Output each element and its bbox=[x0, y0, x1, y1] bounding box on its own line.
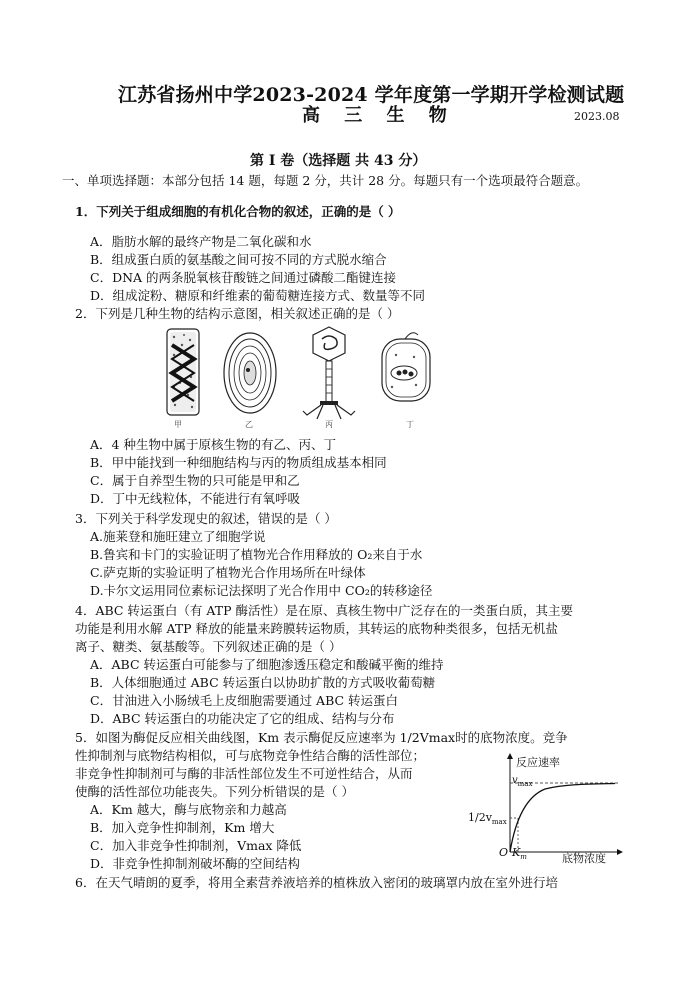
graph-half-vmax-label: $1/2v_{max}$ bbox=[468, 811, 507, 827]
graph-ylabel: 反应速率 bbox=[516, 756, 560, 769]
rate-curve bbox=[510, 784, 615, 853]
q5-stem-line-1: 5．如图为酶促反应相关曲线图，Km 表示酶促反应速率为 1/2Vmax时的底物浓度。竞争 bbox=[75, 730, 568, 745]
q1-stem: 1．下列关于组成细胞的有机化合物的叙述，正确的是（ ） bbox=[75, 204, 401, 219]
figure-label-ding: 丁 bbox=[406, 420, 414, 429]
q4-stem-line-1: 4．ABC 转运蛋白（有 ATP 酶活性）是在原、真核生物中广泛存在的一类蛋白质，其主要 bbox=[75, 603, 573, 618]
graph-vmax-label: $v_{max}$ bbox=[512, 775, 533, 788]
q4-option-a: A．ABC 转运蛋白可能参与了细胞渗透压稳定和酸碱平衡的维持 bbox=[90, 657, 444, 672]
q2-option-c: C．属于自养型生物的只可能是甲和乙 bbox=[90, 473, 300, 488]
q4-option-d: D．ABC 转运蛋白的功能决定了它的组成、结构与分布 bbox=[90, 711, 395, 726]
q1-option-a: A．脂肪水解的最终产物是二氧化碳和水 bbox=[90, 234, 312, 249]
exam-date: 2023.08 bbox=[574, 110, 620, 123]
q1-option-d: D．组成淀粉、糖原和纤维素的葡萄糖连接方式、数量等不同 bbox=[90, 288, 426, 303]
exam-title: 江苏省扬州中学2023-2024 学年度第一学期开学检测试题 bbox=[118, 84, 625, 106]
q5-stem-line-4: 使酶的活性部位功能丧失。下列分析错误的是（ ） bbox=[75, 784, 354, 799]
q1-option-b: B．组成蛋白质的氨基酸之间可按不同的方式脱水缩合 bbox=[90, 252, 387, 267]
q5-option-c: C．加入非竞争性抑制剂，Vmax 降低 bbox=[90, 838, 302, 853]
figure-yi-round-cell bbox=[224, 333, 276, 413]
q3-option-b: B.鲁宾和卡门的实验证明了植物光合作用释放的 O₂来自于水 bbox=[90, 547, 423, 562]
q3-option-a: A.施莱登和施旺建立了细胞学说 bbox=[90, 529, 266, 544]
figure-label-jia: 甲 bbox=[174, 420, 182, 429]
q6-stem: 6．在天气晴朗的夏季，将用全素营养液培养的植株放入密闭的玻璃罩内放在室外进行培 bbox=[75, 875, 558, 890]
q3-stem: 3．下列关于科学发现史的叙述，错误的是（ ） bbox=[75, 511, 337, 526]
figure-ding-cell bbox=[382, 333, 430, 401]
figure-jia-rod-cell bbox=[167, 329, 199, 415]
graph-xlabel: 底物浓度 bbox=[562, 852, 606, 865]
q4-option-c: C．甘油进入小肠绒毛上皮细胞需要通过 ABC 转运蛋白 bbox=[90, 693, 399, 708]
figure-label-yi: 乙 bbox=[245, 420, 253, 429]
figure-label-bing: 丙 bbox=[325, 420, 333, 429]
q5-stem-line-3: 非竞争性抑制剂可与酶的非活性部位发生不可逆性结合，从而 bbox=[75, 766, 413, 781]
q2-stem: 2．下列是几种生物的结构示意图，相关叙述正确的是（ ） bbox=[75, 306, 400, 321]
q4-stem-line-3: 离子、糖类、氨基酸等。下列叙述正确的是（ ） bbox=[75, 639, 342, 654]
q1-option-c: C．DNA 的两条脱氧核苷酸链之间通过磷酸二酯键连接 bbox=[90, 270, 397, 285]
q2-option-d: D．丁中无线粒体，不能进行有氧呼吸 bbox=[90, 491, 301, 506]
graph-km-label: $K_m$ bbox=[512, 846, 527, 862]
volume-heading: 第 I 卷（选择题 共 43 分） bbox=[250, 153, 427, 169]
q4-stem-line-2: 功能是利用水解 ATP 释放的能量来跨膜转运物质，其转运的底物种类很多，包括无机盐 bbox=[75, 621, 559, 636]
q2-option-a: A．4 种生物中属于原核生物的有乙、丙、丁 bbox=[90, 437, 336, 452]
section-instructions: 一、单项选择题：本部分包括 14 题，每题 2 分，共计 28 分。每题只有一个选项最符合题意。 bbox=[62, 173, 589, 188]
q3-option-d: D.卡尔文运用同位素标记法探明了光合作用中 CO₂的转移途径 bbox=[90, 583, 433, 598]
q5-option-b: B．加入竞争性抑制剂，Km 增大 bbox=[90, 820, 275, 835]
figure-bing-phage bbox=[303, 327, 355, 419]
q3-option-c: C.萨克斯的实验证明了植物光合作用场所在叶绿体 bbox=[90, 565, 366, 580]
subject-title: 高 三 生 物 bbox=[302, 105, 456, 126]
q2-option-b: B．甲中能找到一种细胞结构与丙的物质组成基本相同 bbox=[90, 455, 387, 470]
graph-origin-label: O bbox=[499, 846, 509, 859]
q5-stem-line-2: 性抑制剂与底物结构相似，可与底物竞争性结合酶的活性部位； bbox=[75, 748, 426, 763]
organism-diagrams bbox=[160, 325, 460, 430]
q5-option-a: A．Km 越大，酶与底物亲和力越高 bbox=[90, 802, 287, 817]
q5-option-d: D．非竞争性抑制剂破坏酶的空间结构 bbox=[90, 856, 301, 871]
q4-option-b: B．人体细胞通过 ABC 转运蛋白以协助扩散的方式吸收葡萄糖 bbox=[90, 675, 436, 690]
